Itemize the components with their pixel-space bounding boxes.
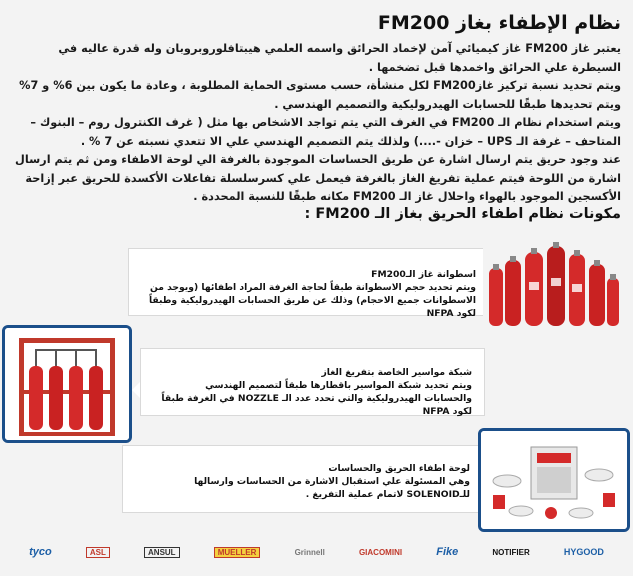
intro-paragraph: عند وجود حريق يتم ارسال اشارة عن طريق الحساسات الموجودة بالغرفة الي لوحة الاطفاء ومن ثم يتم ارسال اشارة من اللوحة فيتم عملية تفريغ الغاز بالغرفة فيعمل علي كسرسلسلة تفاعلات الأكسدة للحريق عبر إزاحة الأكسجين الموجود بالهواء واحلال غاز الـ FM200 مكانه طبقًا للنسبة المحددة . (15, 153, 621, 203)
cylinders-image (483, 238, 623, 336)
component-body: وهي المسئولة علي استقبال الاشارة من الحساسات وارسالها للـSOLENOID لاتمام عملية التفريغ . (194, 476, 470, 500)
panel-detectors-graphic (481, 431, 627, 529)
component-heading: شبكة مواسير الخاصة بتفريغ الغاز (321, 367, 472, 378)
component-heading: اسطوانة غاز الـFM200 (371, 269, 476, 280)
intro-paragraph: ويتم تحديد نسبة تركيز غازFM200 لكل منشأة، حسب مستوى الحماية المطلوبة ، وعادة ما يكون بين 6% و 7% ويتم تحديدها طبقًا للحسابات الهيدروليكية والتصميم الهندسي . (19, 79, 621, 111)
intro-paragraph: يعتبر غاز FM200 غاز كيميائي آمن لإخماد الحرائق واسمه العلمي هيبتافلوروبروبان وله قدرة عاليه في السيطرة علي الحرائق واخمدها قبل تضخمها . (58, 42, 621, 74)
brand-logo (86, 547, 110, 558)
brand-logo: Grinnell (294, 547, 325, 557)
component-body: ويتم تحديد حجم الاسطوانة طبقاً لحاجة الغرفة المراد اطفائها (ويوجد من الاسطوانات جميع الاحجام) وذلك عن طريق الحسابات الهيدروليكية وطبقاً لكود NFPA (148, 282, 476, 319)
brand-logo: NOTIFIER (492, 547, 530, 557)
component-text-cylinder (146, 268, 476, 320)
page-title: نظام الإطفاء بغاز FM200 (377, 12, 621, 34)
intro-text (10, 40, 621, 207)
brand-logo-text: MUELLER (214, 547, 261, 558)
brand-logos (0, 540, 633, 564)
component-heading: لوحة اطفاء الحريق والحساسات (328, 463, 470, 474)
panel-detectors-image (478, 428, 630, 532)
brand-logo (214, 547, 261, 558)
brand-logo (144, 547, 180, 558)
brand-logo: HYGOOD (563, 547, 604, 557)
pipe-network-graphic (5, 328, 129, 440)
brand-logo-text: ASL (86, 547, 110, 558)
component-text-panel (140, 462, 470, 501)
intro-paragraph: ويتم استخدام نظام الـ FM200 في الغرف التي يتم تواجد الاشخاص بها مثل ( غرف الكنترول روم – البنوك – المتاحف – غرفة الـ UPS – خزان -....) ولذلك يتم التصميم الهندسي علي الا تتعدي نسبته عن 7 % . (30, 116, 621, 148)
component-text-piping (160, 366, 472, 418)
components-title: مكونات نظام اطفاء الحريق بغاز الـ FM200 : (304, 206, 621, 222)
brand-logo: GIACOMINI (358, 547, 403, 557)
fm200-cylinders-graphic (483, 238, 623, 336)
brand-logo-text: ANSUL (144, 547, 180, 558)
brand-logo: tyco (29, 546, 52, 558)
brand-logo: Fike (436, 546, 459, 558)
component-body: ويتم تحديد شبكة المواسير باقطارها طبقاً لتصميم الهندسي والحسابات الهيدروليكية والتي تحدد عدد الـ NOZZLE في الغرفة طبقاً لكود NFPA (161, 380, 472, 417)
piping-image (2, 325, 132, 443)
